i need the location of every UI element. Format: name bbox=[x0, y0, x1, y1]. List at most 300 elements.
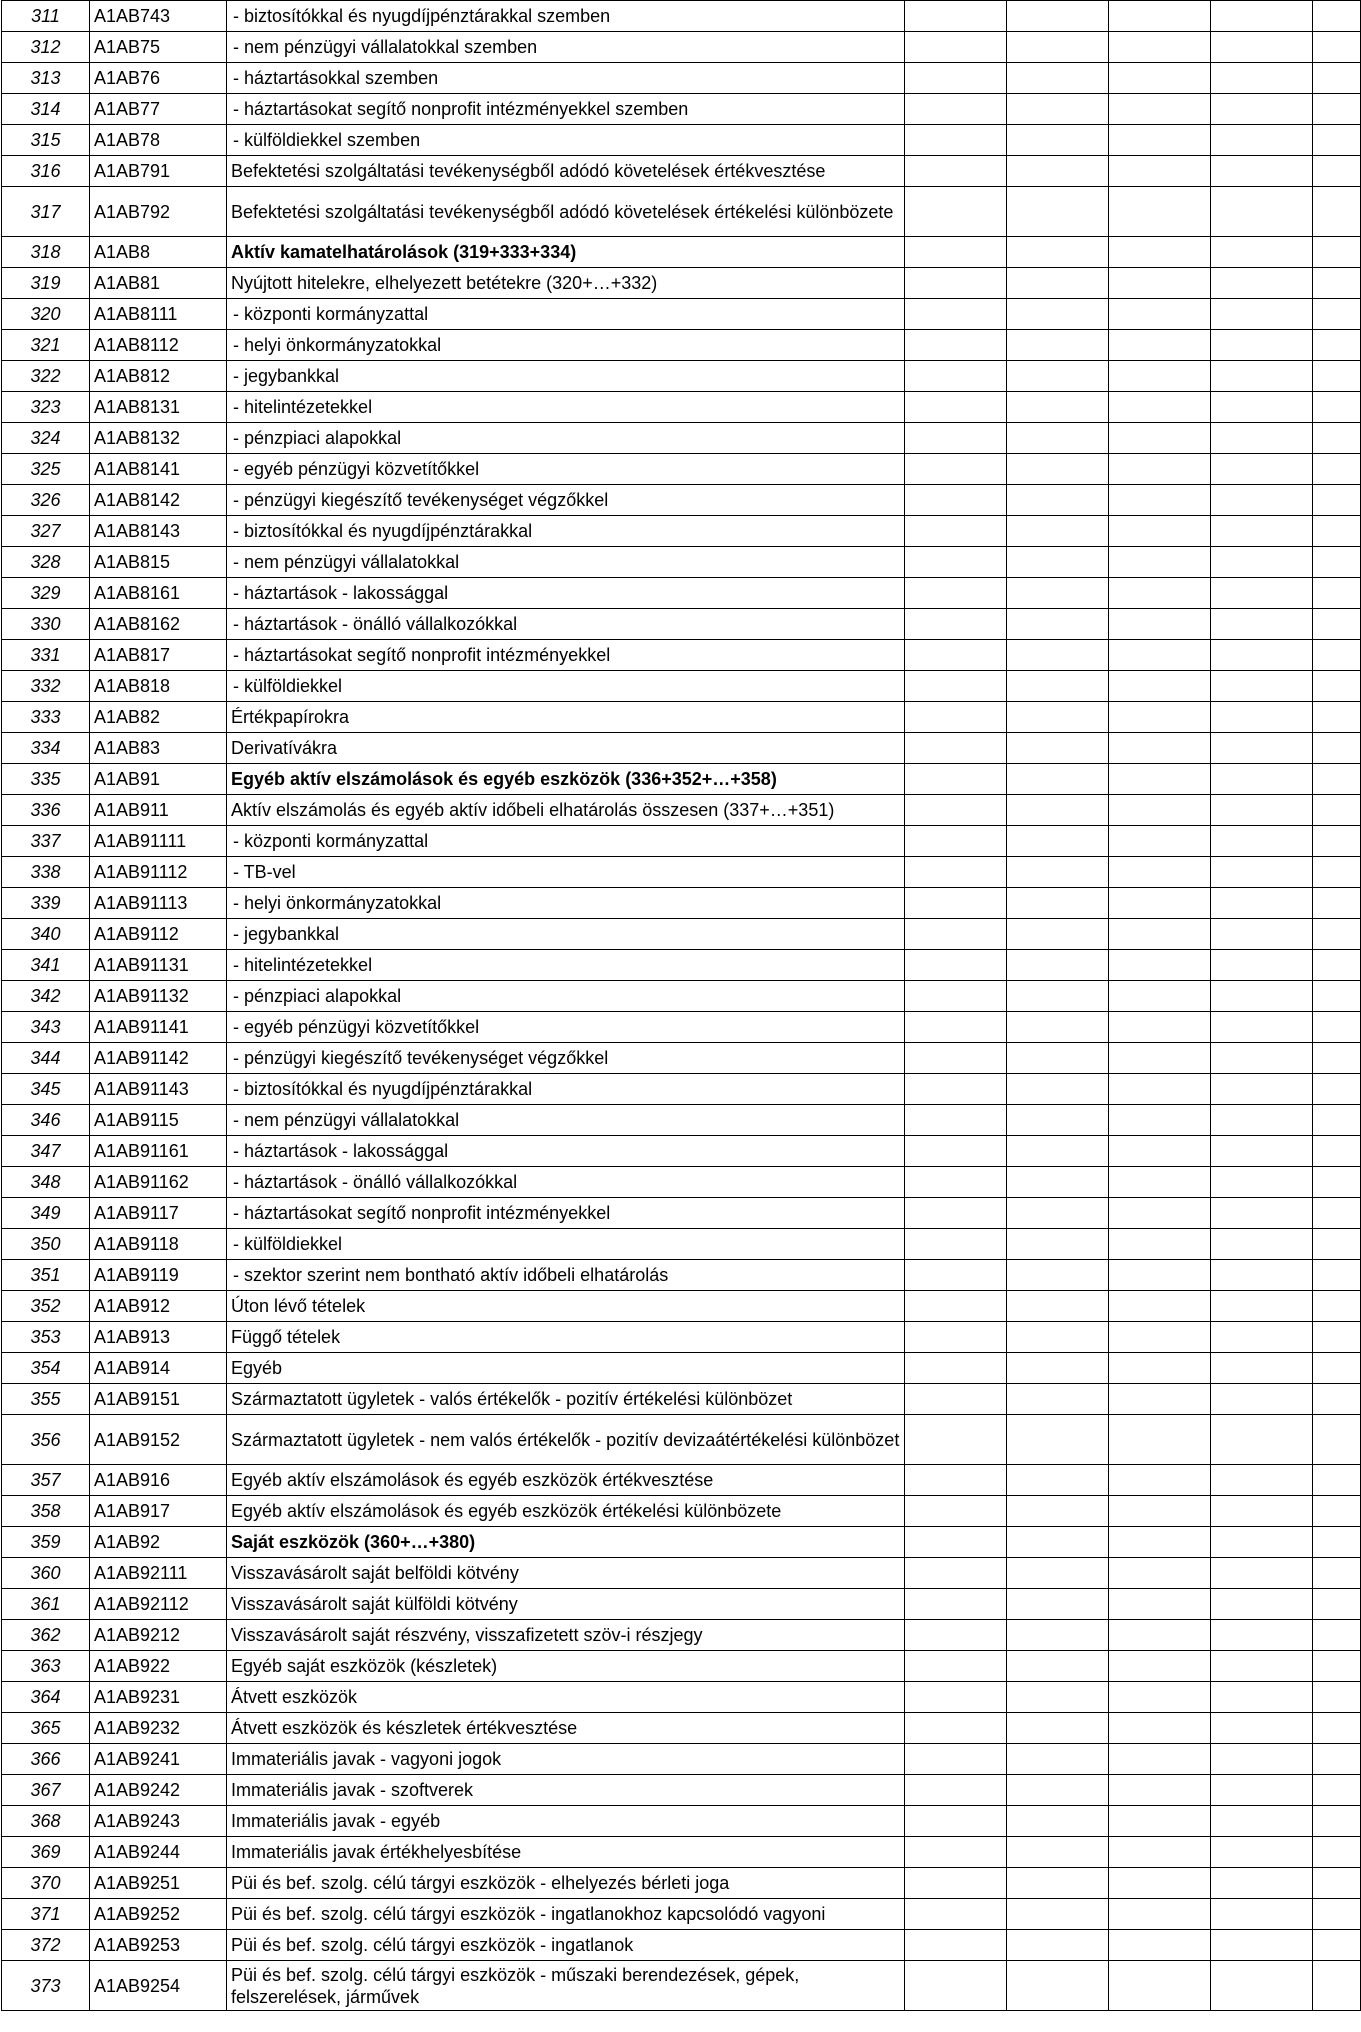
row-code: A1AB911 bbox=[90, 795, 227, 826]
value-cell bbox=[1007, 237, 1109, 268]
row-description: Származtatott ügyletek - nem valós értékelők - pozitív devizaátértékelési különbözet bbox=[227, 1415, 905, 1465]
row-code: A1AB92111 bbox=[90, 1558, 227, 1589]
value-cell bbox=[1211, 187, 1313, 237]
table-row bbox=[2, 1620, 1361, 1651]
value-cell bbox=[1313, 826, 1361, 857]
value-cell bbox=[1109, 268, 1211, 299]
value-cell bbox=[1109, 1, 1211, 32]
value-cell bbox=[1211, 888, 1313, 919]
row-description: Egyéb saját eszközök (készletek) bbox=[227, 1651, 905, 1682]
row-number: 321 bbox=[2, 330, 90, 361]
value-cell bbox=[1211, 454, 1313, 485]
table-row bbox=[2, 1353, 1361, 1384]
table-row bbox=[2, 1229, 1361, 1260]
value-cell bbox=[905, 392, 1007, 423]
value-cell bbox=[1109, 981, 1211, 1012]
row-description: - háztartások - lakossággal bbox=[227, 578, 905, 609]
table-row bbox=[2, 1415, 1361, 1465]
row-number: 344 bbox=[2, 1043, 90, 1074]
value-cell bbox=[1109, 764, 1211, 795]
value-cell bbox=[1109, 32, 1211, 63]
value-cell bbox=[1007, 919, 1109, 950]
row-code: A1AB9253 bbox=[90, 1930, 227, 1961]
table-row bbox=[2, 888, 1361, 919]
value-cell bbox=[1211, 1589, 1313, 1620]
value-cell bbox=[1007, 1682, 1109, 1713]
value-cell bbox=[1007, 1105, 1109, 1136]
value-cell bbox=[905, 1930, 1007, 1961]
table-row bbox=[2, 547, 1361, 578]
row-code: A1AB916 bbox=[90, 1465, 227, 1496]
row-number: 361 bbox=[2, 1589, 90, 1620]
row-code: A1AB8161 bbox=[90, 578, 227, 609]
value-cell bbox=[1211, 1744, 1313, 1775]
table-row bbox=[2, 485, 1361, 516]
row-description: - helyi önkormányzatokkal bbox=[227, 330, 905, 361]
value-cell bbox=[1109, 919, 1211, 950]
value-cell bbox=[905, 1229, 1007, 1260]
row-code: A1AB91111 bbox=[90, 826, 227, 857]
row-number: 318 bbox=[2, 237, 90, 268]
value-cell bbox=[1211, 1465, 1313, 1496]
value-cell bbox=[905, 1868, 1007, 1899]
value-cell bbox=[1313, 1260, 1361, 1291]
value-cell bbox=[1313, 1527, 1361, 1558]
row-number: 360 bbox=[2, 1558, 90, 1589]
value-cell bbox=[905, 330, 1007, 361]
value-cell bbox=[1109, 330, 1211, 361]
value-cell bbox=[1313, 1322, 1361, 1353]
value-cell bbox=[1109, 1713, 1211, 1744]
value-cell bbox=[905, 1074, 1007, 1105]
value-cell bbox=[1211, 299, 1313, 330]
row-number: 313 bbox=[2, 63, 90, 94]
table-row bbox=[2, 1651, 1361, 1682]
value-cell bbox=[1109, 187, 1211, 237]
row-description: - nem pénzügyi vállalatokkal bbox=[227, 1105, 905, 1136]
table-row bbox=[2, 1806, 1361, 1837]
value-cell bbox=[1211, 1620, 1313, 1651]
table-row bbox=[2, 1744, 1361, 1775]
row-description: - nem pénzügyi vállalatokkal bbox=[227, 547, 905, 578]
value-cell bbox=[1211, 125, 1313, 156]
table-row bbox=[2, 1, 1361, 32]
row-description: - központi kormányzattal bbox=[227, 299, 905, 330]
value-cell bbox=[905, 826, 1007, 857]
row-code: A1AB9251 bbox=[90, 1868, 227, 1899]
value-cell bbox=[905, 919, 1007, 950]
row-number: 358 bbox=[2, 1496, 90, 1527]
value-cell bbox=[905, 423, 1007, 454]
row-description: Aktív kamatelhatárolások (319+333+334) bbox=[227, 237, 905, 268]
value-cell bbox=[1007, 1558, 1109, 1589]
value-cell bbox=[1313, 1961, 1361, 2011]
row-number: 324 bbox=[2, 423, 90, 454]
table-row bbox=[2, 63, 1361, 94]
row-code: A1AB9112 bbox=[90, 919, 227, 950]
value-cell bbox=[1109, 1775, 1211, 1806]
row-code: A1AB91141 bbox=[90, 1012, 227, 1043]
value-cell bbox=[1007, 361, 1109, 392]
row-number: 356 bbox=[2, 1415, 90, 1465]
value-cell bbox=[1109, 1744, 1211, 1775]
value-cell bbox=[1211, 423, 1313, 454]
row-number: 341 bbox=[2, 950, 90, 981]
value-cell bbox=[905, 1260, 1007, 1291]
row-description: - háztartások - lakossággal bbox=[227, 1136, 905, 1167]
value-cell bbox=[1313, 1, 1361, 32]
value-cell bbox=[1109, 733, 1211, 764]
row-code: A1AB8162 bbox=[90, 609, 227, 640]
value-cell bbox=[905, 702, 1007, 733]
value-cell bbox=[905, 640, 1007, 671]
value-cell bbox=[1007, 733, 1109, 764]
value-cell bbox=[1313, 1465, 1361, 1496]
row-number: 322 bbox=[2, 361, 90, 392]
row-code: A1AB82 bbox=[90, 702, 227, 733]
row-code: A1AB9232 bbox=[90, 1713, 227, 1744]
value-cell bbox=[1211, 1527, 1313, 1558]
value-cell bbox=[905, 63, 1007, 94]
row-code: A1AB812 bbox=[90, 361, 227, 392]
value-cell bbox=[905, 156, 1007, 187]
row-number: 333 bbox=[2, 702, 90, 733]
value-cell bbox=[1109, 1527, 1211, 1558]
table-row bbox=[2, 1012, 1361, 1043]
value-cell bbox=[1211, 1322, 1313, 1353]
value-cell bbox=[1211, 1415, 1313, 1465]
row-code: A1AB8132 bbox=[90, 423, 227, 454]
value-cell bbox=[1007, 1353, 1109, 1384]
row-description: - egyéb pénzügyi közvetítőkkel bbox=[227, 454, 905, 485]
row-code: A1AB8112 bbox=[90, 330, 227, 361]
value-cell bbox=[905, 1012, 1007, 1043]
value-cell bbox=[1109, 125, 1211, 156]
value-cell bbox=[1109, 1682, 1211, 1713]
value-cell bbox=[1313, 1105, 1361, 1136]
value-cell bbox=[1211, 237, 1313, 268]
row-code: A1AB92 bbox=[90, 1527, 227, 1558]
row-description: - háztartásokkal szemben bbox=[227, 63, 905, 94]
row-code: A1AB817 bbox=[90, 640, 227, 671]
row-code: A1AB91113 bbox=[90, 888, 227, 919]
row-code: A1AB91142 bbox=[90, 1043, 227, 1074]
value-cell bbox=[905, 1415, 1007, 1465]
value-cell bbox=[1109, 423, 1211, 454]
value-cell bbox=[1313, 857, 1361, 888]
value-cell bbox=[1313, 578, 1361, 609]
value-cell bbox=[905, 299, 1007, 330]
value-cell bbox=[1007, 1136, 1109, 1167]
row-number: 351 bbox=[2, 1260, 90, 1291]
value-cell bbox=[1109, 1806, 1211, 1837]
value-cell bbox=[1109, 1322, 1211, 1353]
row-code: A1AB9151 bbox=[90, 1384, 227, 1415]
value-cell bbox=[1313, 1384, 1361, 1415]
table-row bbox=[2, 609, 1361, 640]
row-description: - háztartások - önálló vállalkozókkal bbox=[227, 609, 905, 640]
value-cell bbox=[1109, 1353, 1211, 1384]
value-cell bbox=[1313, 1620, 1361, 1651]
row-description: - pénzpiaci alapokkal bbox=[227, 423, 905, 454]
value-cell bbox=[1313, 156, 1361, 187]
row-number: 347 bbox=[2, 1136, 90, 1167]
row-number: 350 bbox=[2, 1229, 90, 1260]
table-row bbox=[2, 1465, 1361, 1496]
value-cell bbox=[1313, 733, 1361, 764]
value-cell bbox=[905, 1682, 1007, 1713]
row-description: Immateriális javak - szoftverek bbox=[227, 1775, 905, 1806]
row-code: A1AB9118 bbox=[90, 1229, 227, 1260]
row-code: A1AB9212 bbox=[90, 1620, 227, 1651]
value-cell bbox=[1109, 1105, 1211, 1136]
value-cell bbox=[1109, 454, 1211, 485]
table-row bbox=[2, 1260, 1361, 1291]
value-cell bbox=[1109, 1384, 1211, 1415]
row-description: Püi és bef. szolg. célú tárgyi eszközök - ingatlanok bbox=[227, 1930, 905, 1961]
value-cell bbox=[905, 950, 1007, 981]
value-cell bbox=[1313, 1868, 1361, 1899]
value-cell bbox=[1211, 330, 1313, 361]
value-cell bbox=[1109, 547, 1211, 578]
row-number: 329 bbox=[2, 578, 90, 609]
value-cell bbox=[1007, 1868, 1109, 1899]
value-cell bbox=[1007, 156, 1109, 187]
row-description: Immateriális javak értékhelyesbítése bbox=[227, 1837, 905, 1868]
row-description: - biztosítókkal és nyugdíjpénztárakkal bbox=[227, 1074, 905, 1105]
row-number: 359 bbox=[2, 1527, 90, 1558]
row-code: A1AB9119 bbox=[90, 1260, 227, 1291]
value-cell bbox=[1211, 1043, 1313, 1074]
value-cell bbox=[1211, 1291, 1313, 1322]
table-row bbox=[2, 1105, 1361, 1136]
value-cell bbox=[905, 1353, 1007, 1384]
row-code: A1AB9242 bbox=[90, 1775, 227, 1806]
row-description: - egyéb pénzügyi közvetítőkkel bbox=[227, 1012, 905, 1043]
row-number: 364 bbox=[2, 1682, 90, 1713]
value-cell bbox=[905, 733, 1007, 764]
value-cell bbox=[905, 237, 1007, 268]
value-cell bbox=[1313, 187, 1361, 237]
value-cell bbox=[905, 609, 1007, 640]
value-cell bbox=[1211, 1353, 1313, 1384]
value-cell bbox=[905, 1713, 1007, 1744]
row-code: A1AB81 bbox=[90, 268, 227, 299]
value-cell bbox=[1211, 1868, 1313, 1899]
row-description: Befektetési szolgáltatási tevékenységből adódó követelések értékelési különbözete bbox=[227, 187, 905, 237]
table-row bbox=[2, 361, 1361, 392]
value-cell bbox=[1007, 1465, 1109, 1496]
row-code: A1AB91 bbox=[90, 764, 227, 795]
row-number: 367 bbox=[2, 1775, 90, 1806]
value-cell bbox=[1211, 32, 1313, 63]
value-cell bbox=[1007, 1167, 1109, 1198]
value-cell bbox=[1313, 1806, 1361, 1837]
value-cell bbox=[1007, 1651, 1109, 1682]
row-description: - helyi önkormányzatokkal bbox=[227, 888, 905, 919]
row-description: Püi és bef. szolg. célú tárgyi eszközök - elhelyezés bérleti joga bbox=[227, 1868, 905, 1899]
value-cell bbox=[1109, 1837, 1211, 1868]
value-cell bbox=[1007, 1899, 1109, 1930]
value-cell bbox=[905, 1558, 1007, 1589]
value-cell bbox=[905, 1167, 1007, 1198]
value-cell bbox=[1211, 63, 1313, 94]
table-row bbox=[2, 330, 1361, 361]
value-cell bbox=[1211, 1651, 1313, 1682]
value-cell bbox=[1211, 702, 1313, 733]
row-code: A1AB8142 bbox=[90, 485, 227, 516]
value-cell bbox=[1007, 330, 1109, 361]
table-row bbox=[2, 94, 1361, 125]
row-code: A1AB9243 bbox=[90, 1806, 227, 1837]
value-cell bbox=[1313, 764, 1361, 795]
value-cell bbox=[1211, 1260, 1313, 1291]
value-cell bbox=[905, 671, 1007, 702]
value-cell bbox=[1109, 1415, 1211, 1465]
row-description: Értékpapírokra bbox=[227, 702, 905, 733]
value-cell bbox=[1109, 361, 1211, 392]
value-cell bbox=[1211, 1899, 1313, 1930]
row-code: A1AB91132 bbox=[90, 981, 227, 1012]
value-cell bbox=[1313, 1012, 1361, 1043]
value-cell bbox=[905, 764, 1007, 795]
row-description: Egyéb aktív elszámolások és egyéb eszközök értékelési különbözete bbox=[227, 1496, 905, 1527]
value-cell bbox=[1313, 392, 1361, 423]
value-cell bbox=[905, 1291, 1007, 1322]
row-number: 320 bbox=[2, 299, 90, 330]
table-row bbox=[2, 1837, 1361, 1868]
row-code: A1AB9252 bbox=[90, 1899, 227, 1930]
value-cell bbox=[1211, 485, 1313, 516]
value-cell bbox=[905, 1496, 1007, 1527]
row-code: A1AB9115 bbox=[90, 1105, 227, 1136]
table-row bbox=[2, 733, 1361, 764]
value-cell bbox=[1211, 919, 1313, 950]
row-description: - külföldiekkel bbox=[227, 1229, 905, 1260]
value-cell bbox=[1007, 392, 1109, 423]
value-cell bbox=[1007, 1415, 1109, 1465]
table-row bbox=[2, 919, 1361, 950]
value-cell bbox=[1313, 1043, 1361, 1074]
row-description: - külföldiekkel szemben bbox=[227, 125, 905, 156]
row-number: 353 bbox=[2, 1322, 90, 1353]
table-row bbox=[2, 1291, 1361, 1322]
row-code: A1AB9117 bbox=[90, 1198, 227, 1229]
row-number: 325 bbox=[2, 454, 90, 485]
value-cell bbox=[1211, 609, 1313, 640]
row-code: A1AB91162 bbox=[90, 1167, 227, 1198]
value-cell bbox=[1211, 578, 1313, 609]
value-cell bbox=[905, 1651, 1007, 1682]
value-cell bbox=[1007, 1, 1109, 32]
value-cell bbox=[905, 857, 1007, 888]
value-cell bbox=[1109, 1496, 1211, 1527]
value-cell bbox=[1109, 1868, 1211, 1899]
row-number: 326 bbox=[2, 485, 90, 516]
row-code: A1AB8 bbox=[90, 237, 227, 268]
value-cell bbox=[1007, 888, 1109, 919]
row-number: 345 bbox=[2, 1074, 90, 1105]
row-number: 370 bbox=[2, 1868, 90, 1899]
row-number: 330 bbox=[2, 609, 90, 640]
row-code: A1AB9231 bbox=[90, 1682, 227, 1713]
row-number: 311 bbox=[2, 1, 90, 32]
value-cell bbox=[905, 1806, 1007, 1837]
table-row bbox=[2, 1558, 1361, 1589]
value-cell bbox=[1313, 1167, 1361, 1198]
value-cell bbox=[1109, 578, 1211, 609]
value-cell bbox=[1313, 1415, 1361, 1465]
value-cell bbox=[905, 547, 1007, 578]
value-cell bbox=[1007, 1496, 1109, 1527]
table-row bbox=[2, 1043, 1361, 1074]
value-cell bbox=[1211, 94, 1313, 125]
value-cell bbox=[1211, 1837, 1313, 1868]
value-cell bbox=[1109, 63, 1211, 94]
value-cell bbox=[1313, 1713, 1361, 1744]
value-cell bbox=[1109, 1961, 1211, 2011]
row-number: 362 bbox=[2, 1620, 90, 1651]
table-row bbox=[2, 950, 1361, 981]
value-cell bbox=[1109, 1651, 1211, 1682]
row-number: 340 bbox=[2, 919, 90, 950]
row-code: A1AB792 bbox=[90, 187, 227, 237]
value-cell bbox=[1313, 330, 1361, 361]
value-cell bbox=[1313, 919, 1361, 950]
value-cell bbox=[1313, 299, 1361, 330]
value-cell bbox=[905, 1775, 1007, 1806]
value-cell bbox=[1109, 299, 1211, 330]
value-cell bbox=[1313, 1291, 1361, 1322]
value-cell bbox=[1007, 1074, 1109, 1105]
table-row bbox=[2, 1527, 1361, 1558]
table-row bbox=[2, 268, 1361, 299]
value-cell bbox=[1007, 1260, 1109, 1291]
value-cell bbox=[1109, 1136, 1211, 1167]
row-number: 363 bbox=[2, 1651, 90, 1682]
row-description: Függő tételek bbox=[227, 1322, 905, 1353]
row-number: 316 bbox=[2, 156, 90, 187]
value-cell bbox=[1109, 1012, 1211, 1043]
value-cell bbox=[1313, 423, 1361, 454]
value-cell bbox=[1007, 547, 1109, 578]
row-number: 327 bbox=[2, 516, 90, 547]
row-description: Befektetési szolgáltatási tevékenységből adódó követelések értékvesztése bbox=[227, 156, 905, 187]
value-cell bbox=[1313, 94, 1361, 125]
value-cell bbox=[905, 268, 1007, 299]
row-code: A1AB8143 bbox=[90, 516, 227, 547]
value-cell bbox=[1211, 764, 1313, 795]
row-number: 315 bbox=[2, 125, 90, 156]
row-code: A1AB75 bbox=[90, 32, 227, 63]
value-cell bbox=[1109, 795, 1211, 826]
row-number: 365 bbox=[2, 1713, 90, 1744]
value-cell bbox=[1007, 454, 1109, 485]
value-cell bbox=[1313, 454, 1361, 485]
table-row bbox=[2, 1868, 1361, 1899]
row-number: 339 bbox=[2, 888, 90, 919]
value-cell bbox=[1007, 516, 1109, 547]
value-cell bbox=[1211, 361, 1313, 392]
value-cell bbox=[1211, 1167, 1313, 1198]
value-cell bbox=[1007, 1198, 1109, 1229]
table-row bbox=[2, 1930, 1361, 1961]
row-code: A1AB815 bbox=[90, 547, 227, 578]
value-cell bbox=[1007, 485, 1109, 516]
value-cell bbox=[1313, 609, 1361, 640]
row-number: 354 bbox=[2, 1353, 90, 1384]
table-row bbox=[2, 1899, 1361, 1930]
